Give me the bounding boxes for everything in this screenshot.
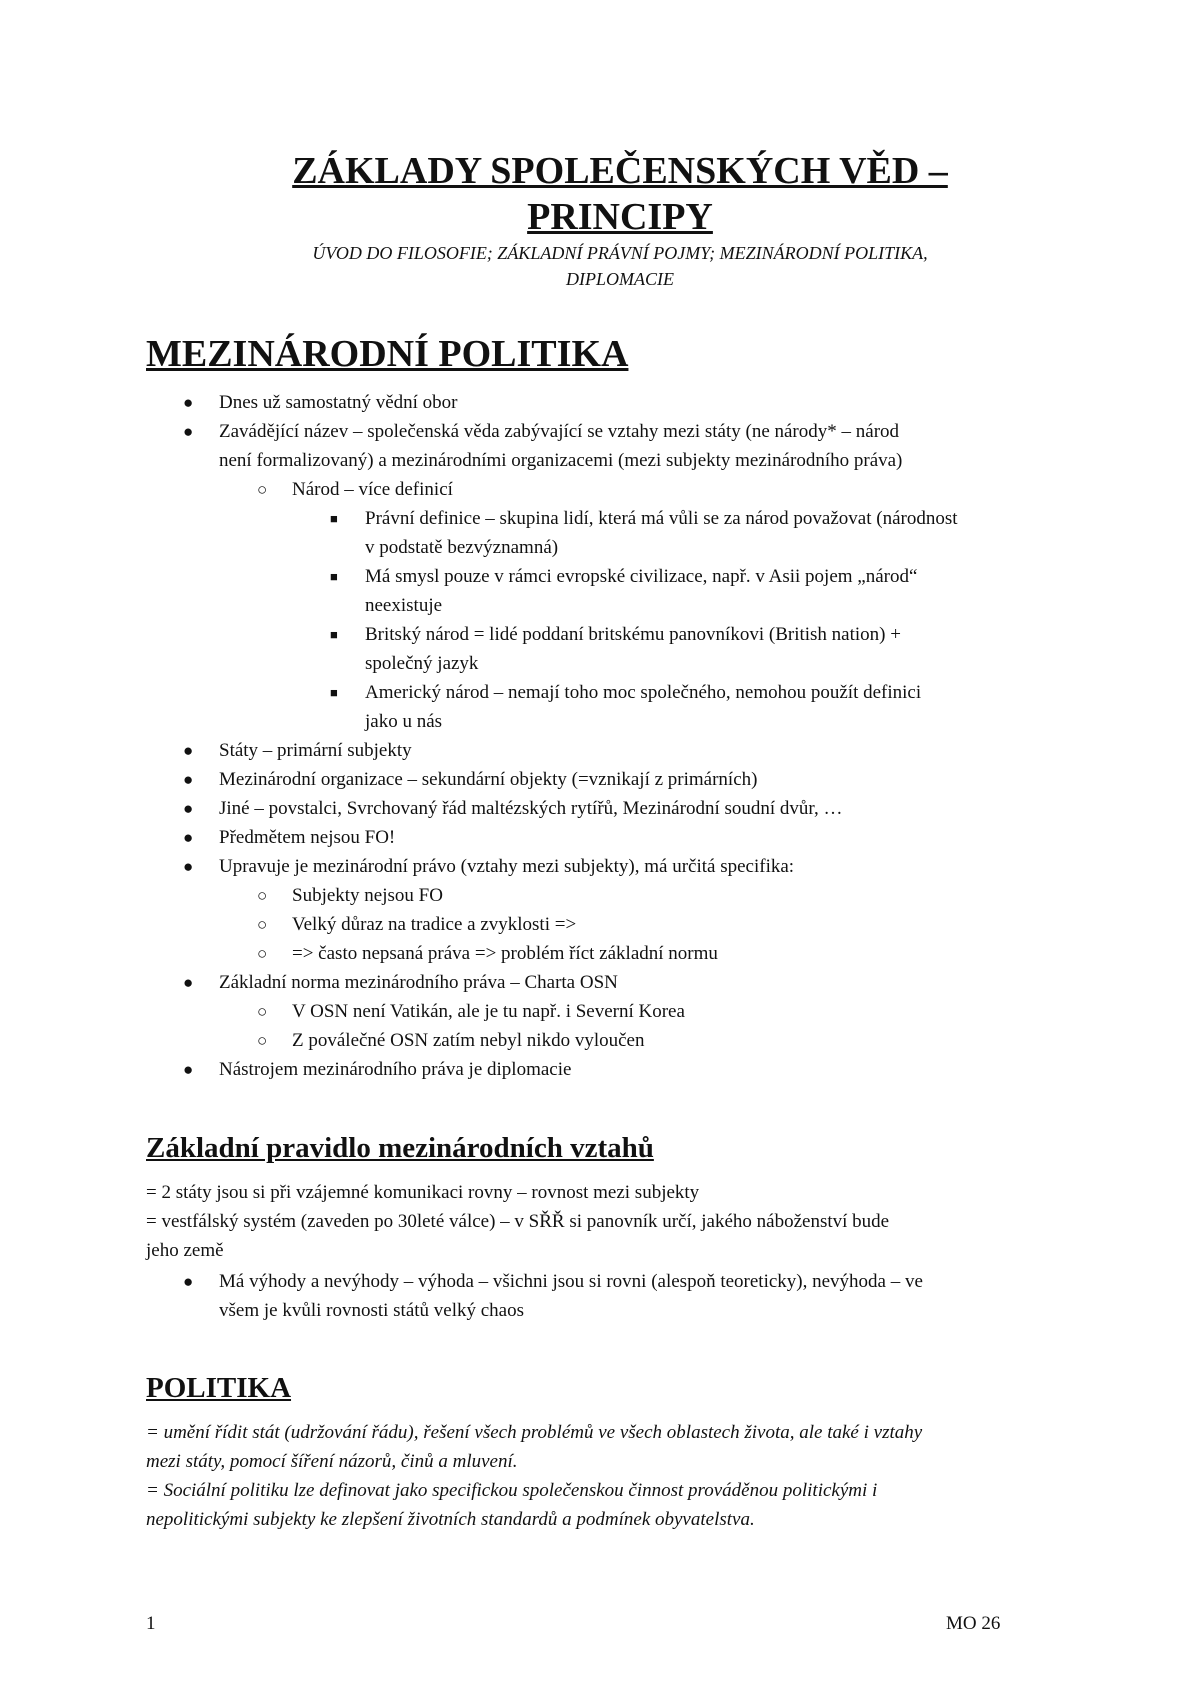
document-subtitle-line1: ÚVOD DO FILOSOFIE; ZÁKLADNÍ PRÁVNÍ POJMY; MEZINÁRODNÍ POLITIKA,	[312, 243, 928, 263]
bullet-icon: ●	[183, 422, 194, 441]
paragraph-line: = vestfálský systém (zaveden po 30leté válce) – v SŘŘ si panovník určí, jakého náboženství bude	[146, 1211, 890, 1232]
list-item: Subjekty nejsou FO	[292, 885, 443, 906]
list-item: Britský národ = lidé poddaní britskému panovníkovi (British nation) +	[365, 624, 901, 645]
document-subtitle-line2: DIPLOMACIE	[566, 269, 674, 289]
page-number: 1	[146, 1613, 156, 1634]
document-code: MO 26	[946, 1613, 1001, 1634]
list-item: Upravuje je mezinárodní právo (vztahy mezi subjekty), má určitá specifika:	[219, 856, 795, 877]
list-item: Předmětem nejsou FO!	[219, 827, 396, 848]
bullet-icon: ■	[330, 685, 338, 700]
bullet-icon: ●	[183, 857, 194, 876]
paragraph-line: jeho země	[146, 1240, 224, 1261]
list-item: Jiné – povstalci, Svrchovaný řád maltézských rytířů, Mezinárodní soudní dvůr, …	[219, 798, 843, 819]
list-item: Nástrojem mezinárodního práva je diplomacie	[219, 1059, 572, 1080]
list-item: Mezinárodní organizace – sekundární objekty (=vznikají z primárních)	[219, 769, 758, 790]
section-heading-politika: POLITIKA	[146, 1372, 292, 1404]
bullet-icon: ○	[257, 944, 268, 963]
list-item: Má smysl pouze v rámci evropské civilizace, např. v Asii pojem „národ“	[365, 566, 918, 587]
list-item: Právní definice – skupina lidí, která má vůli se za národ považovat (národnost	[365, 508, 958, 529]
list-item: Státy – primární subjekty	[219, 740, 412, 761]
list-item: Velký důraz na tradice a zvyklosti =>	[292, 914, 577, 935]
definition-line: nepolitickými subjekty ke zlepšení životních standardů a podmínek obyvatelstva.	[146, 1509, 755, 1530]
list-item: není formalizovaný) a mezinárodními organizacemi (mezi subjekty mezinárodního práva)	[219, 450, 903, 471]
bullet-icon: ●	[183, 393, 194, 412]
list-item: v podstatě bezvýznamná)	[365, 537, 559, 558]
list-item: Zavádějící název – společenská věda zabývající se vztahy mezi státy (ne národy* – národ	[219, 421, 900, 442]
bullet-icon: ●	[183, 770, 194, 789]
bullet-icon: ■	[330, 569, 338, 584]
definition-line: = umění řídit stát (udržování řádu), řešení všech problémů ve všech oblastech života, ale také i vztahy	[146, 1422, 923, 1443]
bullet-icon: ●	[183, 799, 194, 818]
document-title-line1: ZÁKLADY SPOLEČENSKÝCH VĚD –	[292, 150, 948, 192]
document-title-line2: PRINCIPY	[527, 196, 713, 238]
definition-line: = Sociální politiku lze definovat jako specifickou společenskou činnost prováděnou politickými i	[146, 1480, 878, 1501]
bullet-icon: ○	[257, 1002, 268, 1021]
bullet-icon: ●	[183, 973, 194, 992]
bullet-icon: ●	[183, 1060, 194, 1079]
paragraph-line: = 2 státy jsou si při vzájemné komunikaci rovny – rovnost mezi subjekty	[146, 1182, 700, 1203]
list-item: => často nepsaná práva => problém říct základní normu	[292, 943, 718, 964]
list-item: Má výhody a nevýhody – výhoda – všichni jsou si rovni (alespoň teoreticky), nevýhoda – ve	[219, 1271, 923, 1292]
bullet-icon: ○	[257, 915, 268, 934]
bullet-icon: ○	[257, 886, 268, 905]
bullet-icon: ●	[183, 828, 194, 847]
list-item: jako u nás	[365, 711, 443, 732]
section-heading-zakladni-pravidlo: Základní pravidlo mezinárodních vztahů	[146, 1132, 654, 1164]
definition-line: mezi státy, pomocí šíření názorů, činů a mluvení.	[146, 1451, 518, 1472]
list-item: společný jazyk	[365, 653, 479, 674]
list-item: Z poválečné OSN zatím nebyl nikdo vyloučen	[292, 1030, 645, 1051]
bullet-icon: ●	[183, 1272, 194, 1291]
list-item: neexistuje	[365, 595, 443, 616]
bullet-icon: ■	[330, 627, 338, 642]
list-item: Základní norma mezinárodního práva – Charta OSN	[219, 972, 618, 993]
section-heading-mezinarodni-politika: MEZINÁRODNÍ POLITIKA	[146, 333, 629, 375]
list-item: Americký národ – nemají toho moc společného, nemohou použít definici	[365, 682, 922, 703]
bullet-icon: ■	[330, 511, 338, 526]
list-item: V OSN není Vatikán, ale je tu např. i Severní Korea	[292, 1001, 685, 1022]
list-item: Národ – více definicí	[292, 479, 453, 500]
bullet-icon: ○	[257, 1031, 268, 1050]
list-item: všem je kvůli rovnosti států velký chaos	[219, 1300, 525, 1321]
list-item: Dnes už samostatný vědní obor	[219, 392, 458, 413]
bullet-icon: ●	[183, 741, 194, 760]
bullet-icon: ○	[257, 480, 268, 499]
